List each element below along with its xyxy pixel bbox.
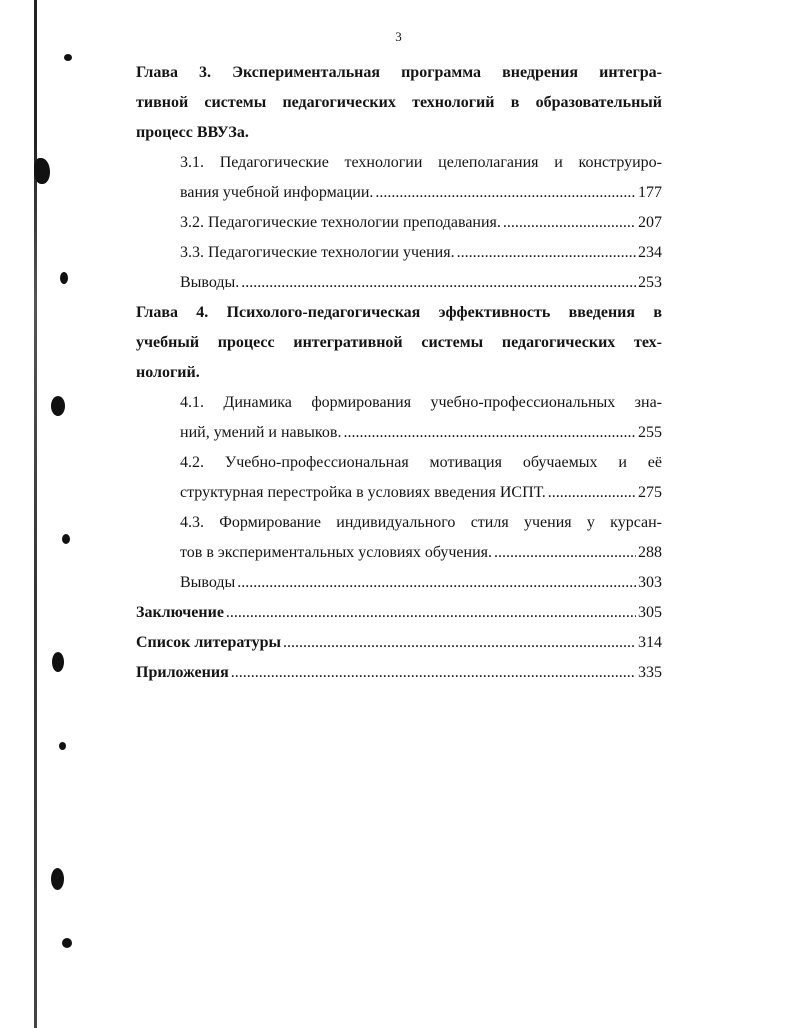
dot-leader: [283, 628, 636, 658]
toc-entry-conclusion[interactable]: [136, 598, 662, 628]
toc-entry-3-conclusions[interactable]: [136, 268, 662, 298]
dot-leader: [375, 178, 636, 208]
section-4-1-title-line: 4.1. Динамика формирования учебно-профессиональных зна-: [180, 394, 662, 411]
toc-entry-4-2[interactable]: [136, 478, 662, 508]
entry-title: структурная перестройка в условиях введения ИСПТ.: [180, 484, 546, 501]
entry-title: ний, умений и навыков.: [180, 424, 342, 441]
entry-page: 335: [638, 664, 662, 681]
toc-entry-3-1[interactable]: [136, 178, 662, 208]
dot-leader: [343, 418, 636, 448]
scan-edge-line: [34, 0, 37, 1028]
toc-entry-appendices[interactable]: [136, 658, 662, 688]
entry-page: 314: [638, 634, 662, 651]
toc-entry-4-3[interactable]: [136, 538, 662, 568]
toc-entry-references[interactable]: [136, 628, 662, 658]
section-3-1-title-line: 3.1. Педагогические технологии целеполагания и конструиро-: [180, 154, 662, 171]
entry-page: 255: [638, 424, 662, 441]
entry-page: 177: [638, 184, 662, 201]
scan-blot: [62, 938, 72, 948]
scan-blot: [34, 158, 50, 184]
entry-title: Заключение: [136, 604, 224, 621]
table-of-contents: [136, 58, 662, 688]
dot-leader: [231, 658, 636, 688]
dot-leader: [237, 568, 636, 598]
entry-title: вания учебной информации.: [180, 184, 374, 201]
toc-entry-4-conclusions[interactable]: [136, 568, 662, 598]
toc-entry-3-3[interactable]: [136, 238, 662, 268]
entry-page: 275: [638, 484, 662, 501]
entry-page: 234: [638, 244, 662, 261]
section-4-2-title-line: 4.2. Учебно-профессиональная мотивация обучаемых и её: [180, 454, 662, 471]
page-number: 3: [395, 29, 402, 44]
entry-page: 305: [638, 604, 662, 621]
scan-blot: [52, 652, 64, 672]
entry-page: 288: [638, 544, 662, 561]
scan-blot: [51, 868, 64, 890]
entry-title: Выводы: [180, 574, 236, 591]
scan-blot: [64, 54, 72, 61]
toc-entry-4-1[interactable]: [136, 418, 662, 448]
toc-entry-3-2[interactable]: [136, 208, 662, 238]
scan-blot: [62, 534, 70, 544]
scan-blot: [59, 742, 66, 750]
scan-blot: [60, 272, 68, 284]
chapter-3-title-line: процесс ВВУЗа.: [136, 124, 249, 141]
entry-page: 207: [638, 214, 662, 231]
chapter-4-title-line: Глава 4. Психолого-педагогическая эффективность введения в: [136, 304, 662, 321]
section-4-3-title-line: 4.3. Формирование индивидуального стиля учения у курсан-: [180, 514, 662, 531]
entry-title: 3.2. Педагогические технологии преподавания.: [180, 214, 501, 231]
entry-title: Выводы.: [180, 274, 240, 291]
entry-page: 253: [638, 274, 662, 291]
entry-page: 303: [638, 574, 662, 591]
dot-leader: [548, 478, 636, 508]
entry-title: 3.3. Педагогические технологии учения.: [180, 244, 455, 261]
chapter-3-title-line: тивной системы педагогических технологий в образовательный: [136, 94, 662, 111]
dot-leader: [503, 208, 636, 238]
entry-title: Список литературы: [136, 634, 281, 651]
dot-leader: [457, 238, 636, 268]
chapter-4-title-line: учебный процесс интегративной системы педагогических тех-: [136, 334, 662, 351]
chapter-4-title-line: нологий.: [136, 364, 200, 381]
scan-margin-artifact: [30, 0, 42, 1028]
dot-leader: [226, 598, 636, 628]
chapter-3-title-line: Глава 3. Экспериментальная программа внедрения интегра-: [136, 64, 662, 81]
dot-leader: [494, 538, 636, 568]
dot-leader: [241, 268, 636, 298]
scan-blot: [51, 396, 65, 416]
entry-title: Приложения: [136, 664, 229, 681]
entry-title: тов в экспериментальных условиях обучения.: [180, 544, 492, 561]
